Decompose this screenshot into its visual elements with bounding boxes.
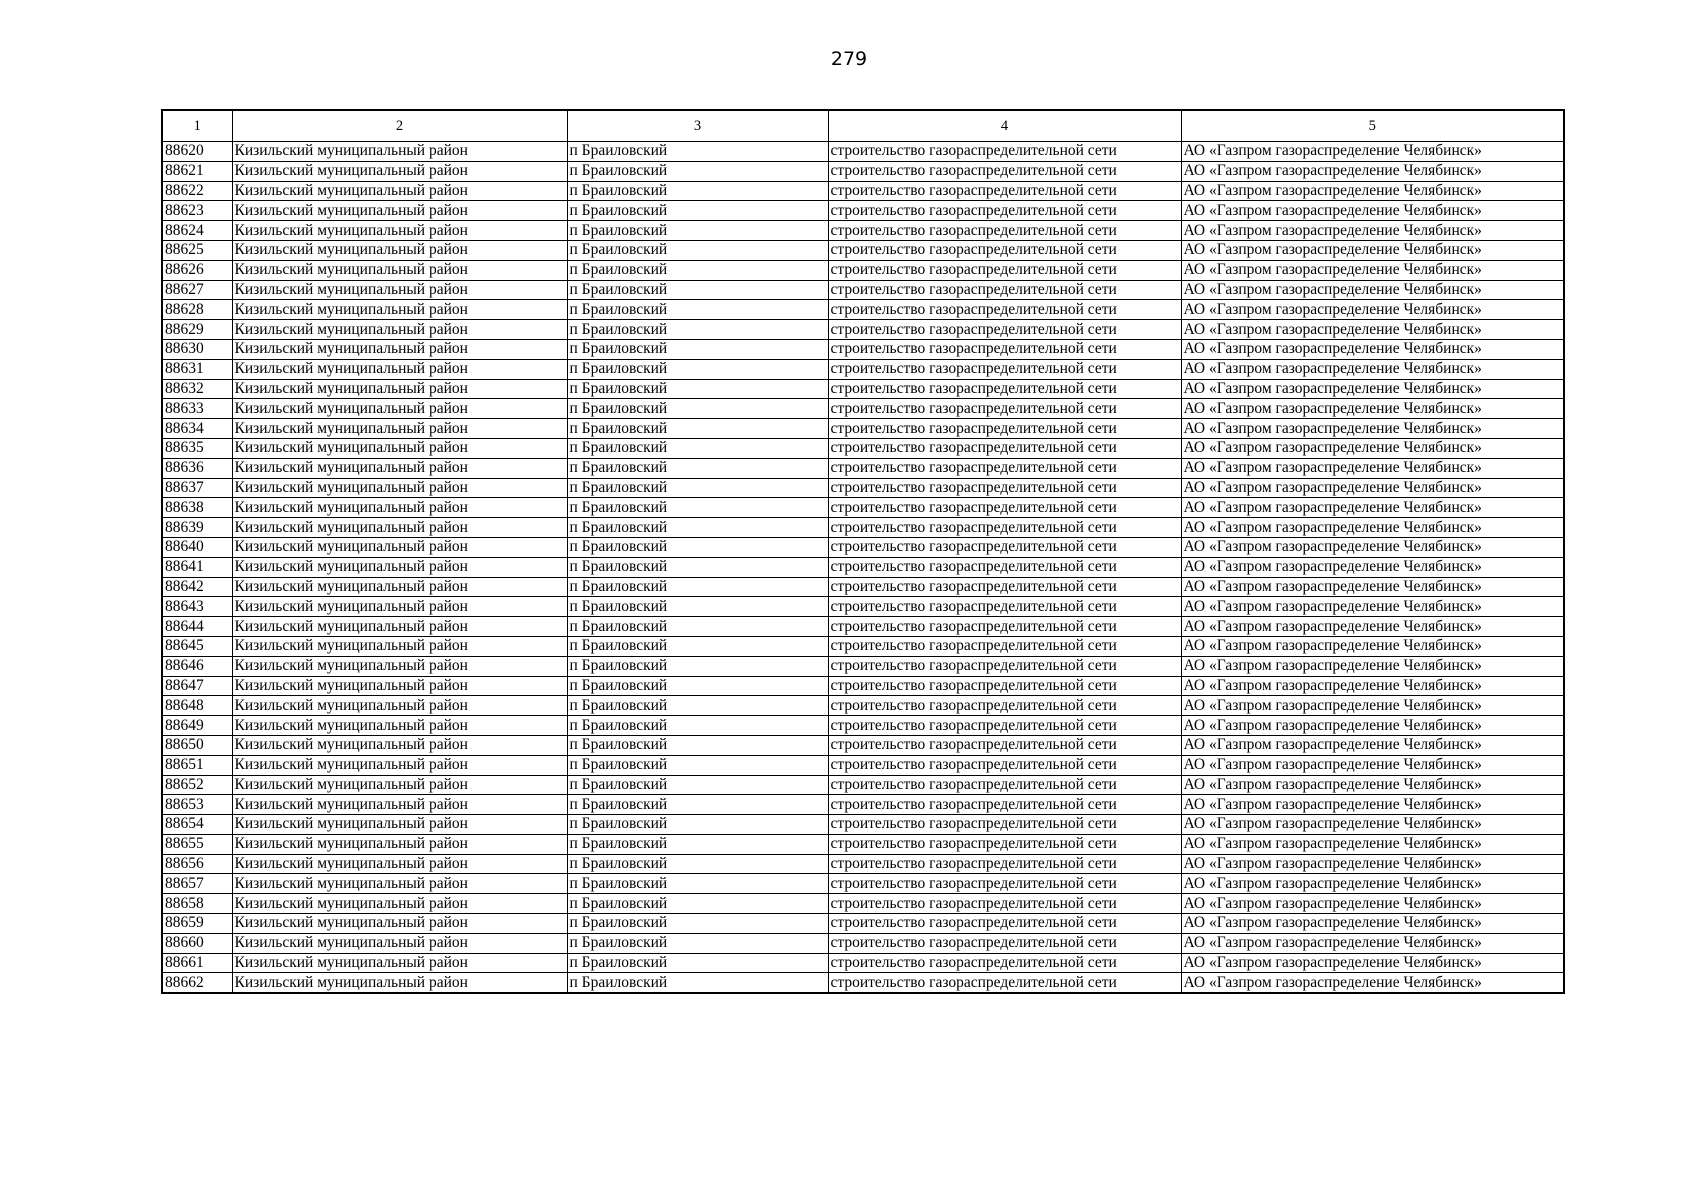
organization-cell: АО «Газпром газораспределение Челябинск» [1181,379,1564,399]
district-cell: Кизильский муниципальный район [232,379,567,399]
column-header-4: 4 [828,110,1181,142]
settlement-cell: п Браиловский [567,478,828,498]
row-number-cell: 88647 [162,676,232,696]
row-number-cell: 88655 [162,834,232,854]
column-header-1: 1 [162,110,232,142]
table-row [162,478,1564,498]
row-number-cell: 88651 [162,755,232,775]
table-row [162,617,1564,637]
settlement-cell: п Браиловский [567,142,828,162]
work-type-cell: строительство газораспределительной сети [828,775,1181,795]
organization-cell: АО «Газпром газораспределение Челябинск» [1181,597,1564,617]
settlement-cell: п Браиловский [567,953,828,973]
table-row [162,300,1564,320]
work-type-cell: строительство газораспределительной сети [828,735,1181,755]
organization-cell: АО «Газпром газораспределение Челябинск» [1181,419,1564,439]
table-row [162,399,1564,419]
organization-cell: АО «Газпром газораспределение Челябинск» [1181,933,1564,953]
work-type-cell: строительство газораспределительной сети [828,379,1181,399]
organization-cell: АО «Газпром газораспределение Челябинск» [1181,656,1564,676]
organization-cell: АО «Газпром газораспределение Челябинск» [1181,914,1564,934]
district-cell: Кизильский муниципальный район [232,419,567,439]
settlement-cell: п Браиловский [567,379,828,399]
settlement-cell: п Браиловский [567,636,828,656]
work-type-cell: строительство газораспределительной сети [828,874,1181,894]
work-type-cell: строительство газораспределительной сети [828,953,1181,973]
work-type-cell: строительство газораспределительной сети [828,280,1181,300]
row-number-cell: 88652 [162,775,232,795]
district-cell: Кизильский муниципальный район [232,399,567,419]
settlement-cell: п Браиловский [567,438,828,458]
row-number-cell: 88642 [162,577,232,597]
row-number-cell: 88657 [162,874,232,894]
work-type-cell: строительство газораспределительной сети [828,795,1181,815]
table-row [162,181,1564,201]
organization-cell: АО «Газпром газораспределение Челябинск» [1181,142,1564,162]
table-row [162,755,1564,775]
table-row [162,933,1564,953]
settlement-cell: п Браиловский [567,894,828,914]
organization-cell: АО «Газпром газораспределение Челябинск» [1181,438,1564,458]
organization-cell: АО «Газпром газораспределение Челябинск» [1181,636,1564,656]
organization-cell: АО «Газпром газораспределение Челябинск» [1181,755,1564,775]
work-type-cell: строительство газораспределительной сети [828,914,1181,934]
settlement-cell: п Браиловский [567,716,828,736]
settlement-cell: п Браиловский [567,201,828,221]
work-type-cell: строительство газораспределительной сети [828,557,1181,577]
row-number-cell: 88641 [162,557,232,577]
work-type-cell: строительство газораспределительной сети [828,498,1181,518]
district-cell: Кизильский муниципальный район [232,161,567,181]
settlement-cell: п Браиловский [567,240,828,260]
register-table [161,109,1565,994]
organization-cell: АО «Газпром газораспределение Челябинск» [1181,775,1564,795]
work-type-cell: строительство газораспределительной сети [828,161,1181,181]
settlement-cell: п Браиловский [567,399,828,419]
settlement-cell: п Браиловский [567,933,828,953]
work-type-cell: строительство газораспределительной сети [828,597,1181,617]
table-row [162,636,1564,656]
work-type-cell: строительство газораспределительной сети [828,438,1181,458]
table-row [162,359,1564,379]
district-cell: Кизильский муниципальный район [232,894,567,914]
row-number-cell: 88627 [162,280,232,300]
work-type-cell: строительство газораспределительной сети [828,478,1181,498]
row-number-cell: 88639 [162,518,232,538]
row-number-cell: 88636 [162,458,232,478]
row-number-cell: 88653 [162,795,232,815]
settlement-cell: п Браиловский [567,834,828,854]
table-row [162,815,1564,835]
table-row [162,240,1564,260]
work-type-cell: строительство газораспределительной сети [828,973,1181,993]
header-row [162,110,1564,142]
work-type-cell: строительство газораспределительной сети [828,339,1181,359]
organization-cell: АО «Газпром газораспределение Челябинск» [1181,676,1564,696]
district-cell: Кизильский муниципальный район [232,597,567,617]
organization-cell: АО «Газпром газораспределение Челябинск» [1181,478,1564,498]
settlement-cell: п Браиловский [567,795,828,815]
organization-cell: АО «Газпром газораспределение Челябинск» [1181,557,1564,577]
row-number-cell: 88624 [162,221,232,241]
table-row [162,201,1564,221]
table-row [162,498,1564,518]
row-number-cell: 88656 [162,854,232,874]
organization-cell: АО «Газпром газораспределение Челябинск» [1181,221,1564,241]
row-number-cell: 88659 [162,914,232,934]
work-type-cell: строительство газораспределительной сети [828,537,1181,557]
settlement-cell: п Браиловский [567,300,828,320]
column-header-5: 5 [1181,110,1564,142]
row-number-cell: 88628 [162,300,232,320]
table-row [162,260,1564,280]
work-type-cell: строительство газораспределительной сети [828,854,1181,874]
row-number-cell: 88632 [162,379,232,399]
work-type-cell: строительство газораспределительной сети [828,201,1181,221]
district-cell: Кизильский муниципальный район [232,755,567,775]
table-header [162,110,1564,142]
organization-cell: АО «Газпром газораспределение Челябинск» [1181,696,1564,716]
district-cell: Кизильский муниципальный район [232,676,567,696]
table-row [162,854,1564,874]
row-number-cell: 88630 [162,339,232,359]
row-number-cell: 88644 [162,617,232,637]
table-row [162,161,1564,181]
row-number-cell: 88637 [162,478,232,498]
district-cell: Кизильский муниципальный район [232,815,567,835]
work-type-cell: строительство газораспределительной сети [828,260,1181,280]
table-row [162,518,1564,538]
settlement-cell: п Браиловский [567,359,828,379]
table-row [162,280,1564,300]
settlement-cell: п Браиловский [567,973,828,993]
column-header-3: 3 [567,110,828,142]
table-row [162,320,1564,340]
table-row [162,834,1564,854]
district-cell: Кизильский муниципальный район [232,735,567,755]
row-number-cell: 88643 [162,597,232,617]
settlement-cell: п Браиловский [567,676,828,696]
table-row [162,142,1564,162]
district-cell: Кизильский муниципальный район [232,617,567,637]
organization-cell: АО «Газпром газораспределение Челябинск» [1181,498,1564,518]
table-row [162,656,1564,676]
organization-cell: АО «Газпром газораспределение Челябинск» [1181,874,1564,894]
table-row [162,874,1564,894]
organization-cell: АО «Газпром газораспределение Челябинск» [1181,458,1564,478]
table-row [162,894,1564,914]
district-cell: Кизильский муниципальный район [232,795,567,815]
table-row [162,458,1564,478]
settlement-cell: п Браиловский [567,597,828,617]
settlement-cell: п Браиловский [567,518,828,538]
organization-cell: АО «Газпром газораспределение Челябинск» [1181,617,1564,637]
row-number-cell: 88648 [162,696,232,716]
settlement-cell: п Браиловский [567,815,828,835]
work-type-cell: строительство газораспределительной сети [828,399,1181,419]
work-type-cell: строительство газораспределительной сети [828,320,1181,340]
organization-cell: АО «Газпром газораспределение Челябинск» [1181,339,1564,359]
organization-cell: АО «Газпром газораспределение Челябинск» [1181,399,1564,419]
settlement-cell: п Браиловский [567,775,828,795]
settlement-cell: п Браиловский [567,577,828,597]
settlement-cell: п Браиловский [567,755,828,775]
settlement-cell: п Браиловский [567,221,828,241]
district-cell: Кизильский муниципальный район [232,953,567,973]
district-cell: Кизильский муниципальный район [232,359,567,379]
table-row [162,775,1564,795]
table-row [162,221,1564,241]
settlement-cell: п Браиловский [567,320,828,340]
district-cell: Кизильский муниципальный район [232,557,567,577]
work-type-cell: строительство газораспределительной сети [828,636,1181,656]
settlement-cell: п Браиловский [567,696,828,716]
organization-cell: АО «Газпром газораспределение Челябинск» [1181,161,1564,181]
row-number-cell: 88638 [162,498,232,518]
work-type-cell: строительство газораспределительной сети [828,716,1181,736]
district-cell: Кизильский муниципальный район [232,775,567,795]
district-cell: Кизильский муниципальный район [232,458,567,478]
row-number-cell: 88645 [162,636,232,656]
settlement-cell: п Браиловский [567,280,828,300]
organization-cell: АО «Газпром газораспределение Челябинск» [1181,280,1564,300]
organization-cell: АО «Газпром газораспределение Челябинск» [1181,359,1564,379]
work-type-cell: строительство газораспределительной сети [828,577,1181,597]
district-cell: Кизильский муниципальный район [232,973,567,993]
work-type-cell: строительство газораспределительной сети [828,617,1181,637]
work-type-cell: строительство газораспределительной сети [828,676,1181,696]
row-number-cell: 88662 [162,973,232,993]
settlement-cell: п Браиловский [567,557,828,577]
row-number-cell: 88625 [162,240,232,260]
table-row [162,696,1564,716]
district-cell: Кизильский муниципальный район [232,498,567,518]
row-number-cell: 88654 [162,815,232,835]
organization-cell: АО «Газпром газораспределение Челябинск» [1181,834,1564,854]
work-type-cell: строительство газораспределительной сети [828,696,1181,716]
table-row [162,537,1564,557]
district-cell: Кизильский муниципальный район [232,339,567,359]
table-row [162,557,1564,577]
row-number-cell: 88634 [162,419,232,439]
organization-cell: АО «Газпром газораспределение Челябинск» [1181,300,1564,320]
row-number-cell: 88650 [162,735,232,755]
organization-cell: АО «Газпром газораспределение Челябинск» [1181,854,1564,874]
row-number-cell: 88623 [162,201,232,221]
row-number-cell: 88620 [162,142,232,162]
work-type-cell: строительство газораспределительной сети [828,933,1181,953]
settlement-cell: п Браиловский [567,260,828,280]
district-cell: Кизильский муниципальный район [232,142,567,162]
work-type-cell: строительство газораспределительной сети [828,834,1181,854]
district-cell: Кизильский муниципальный район [232,696,567,716]
organization-cell: АО «Газпром газораспределение Челябинск» [1181,735,1564,755]
row-number-cell: 88631 [162,359,232,379]
district-cell: Кизильский муниципальный район [232,716,567,736]
settlement-cell: п Браиловский [567,914,828,934]
row-number-cell: 88633 [162,399,232,419]
table-row [162,419,1564,439]
organization-cell: АО «Газпром газораспределение Челябинск» [1181,953,1564,973]
row-number-cell: 88629 [162,320,232,340]
organization-cell: АО «Газпром газораспределение Челябинск» [1181,577,1564,597]
table-row [162,716,1564,736]
row-number-cell: 88635 [162,438,232,458]
table-row [162,438,1564,458]
work-type-cell: строительство газораспределительной сети [828,894,1181,914]
table-row [162,676,1564,696]
table-row [162,379,1564,399]
organization-cell: АО «Газпром газораспределение Челябинск» [1181,894,1564,914]
work-type-cell: строительство газораспределительной сети [828,518,1181,538]
organization-cell: АО «Газпром газораспределение Челябинск» [1181,795,1564,815]
work-type-cell: строительство газораспределительной сети [828,142,1181,162]
table-row [162,597,1564,617]
district-cell: Кизильский муниципальный район [232,537,567,557]
settlement-cell: п Браиловский [567,419,828,439]
table-row [162,577,1564,597]
district-cell: Кизильский муниципальный район [232,933,567,953]
row-number-cell: 88649 [162,716,232,736]
district-cell: Кизильский муниципальный район [232,874,567,894]
district-cell: Кизильский муниципальный район [232,320,567,340]
work-type-cell: строительство газораспределительной сети [828,419,1181,439]
settlement-cell: п Браиловский [567,735,828,755]
row-number-cell: 88621 [162,161,232,181]
district-cell: Кизильский муниципальный район [232,221,567,241]
organization-cell: АО «Газпром газораспределение Челябинск» [1181,240,1564,260]
settlement-cell: п Браиловский [567,617,828,637]
organization-cell: АО «Газпром газораспределение Челябинск» [1181,320,1564,340]
district-cell: Кизильский муниципальный район [232,854,567,874]
settlement-cell: п Браиловский [567,181,828,201]
work-type-cell: строительство газораспределительной сети [828,240,1181,260]
district-cell: Кизильский муниципальный район [232,240,567,260]
district-cell: Кизильский муниципальный район [232,636,567,656]
row-number-cell: 88626 [162,260,232,280]
work-type-cell: строительство газораспределительной сети [828,815,1181,835]
work-type-cell: строительство газораспределительной сети [828,221,1181,241]
table-row [162,914,1564,934]
table-row [162,953,1564,973]
organization-cell: АО «Газпром газораспределение Челябинск» [1181,181,1564,201]
district-cell: Кизильский муниципальный район [232,914,567,934]
settlement-cell: п Браиловский [567,339,828,359]
work-type-cell: строительство газораспределительной сети [828,656,1181,676]
work-type-cell: строительство газораспределительной сети [828,359,1181,379]
organization-cell: АО «Газпром газораспределение Челябинск» [1181,518,1564,538]
settlement-cell: п Браиловский [567,874,828,894]
organization-cell: АО «Газпром газораспределение Челябинск» [1181,716,1564,736]
district-cell: Кизильский муниципальный район [232,518,567,538]
settlement-cell: п Браиловский [567,458,828,478]
district-cell: Кизильский муниципальный район [232,834,567,854]
district-cell: Кизильский муниципальный район [232,181,567,201]
district-cell: Кизильский муниципальный район [232,656,567,676]
organization-cell: АО «Газпром газораспределение Челябинск» [1181,537,1564,557]
row-number-cell: 88622 [162,181,232,201]
district-cell: Кизильский муниципальный район [232,478,567,498]
table-body [162,142,1564,994]
district-cell: Кизильский муниципальный район [232,438,567,458]
settlement-cell: п Браиловский [567,537,828,557]
row-number-cell: 88660 [162,933,232,953]
settlement-cell: п Браиловский [567,161,828,181]
organization-cell: АО «Газпром газораспределение Челябинск» [1181,815,1564,835]
settlement-cell: п Браиловский [567,656,828,676]
district-cell: Кизильский муниципальный район [232,577,567,597]
row-number-cell: 88661 [162,953,232,973]
row-number-cell: 88640 [162,537,232,557]
table-row [162,973,1564,993]
table-row [162,735,1564,755]
work-type-cell: строительство газораспределительной сети [828,458,1181,478]
row-number-cell: 88646 [162,656,232,676]
settlement-cell: п Браиловский [567,854,828,874]
work-type-cell: строительство газораспределительной сети [828,300,1181,320]
row-number-cell: 88658 [162,894,232,914]
organization-cell: АО «Газпром газораспределение Челябинск» [1181,973,1564,993]
district-cell: Кизильский муниципальный район [232,280,567,300]
page-number: 279 [830,48,868,70]
table-row [162,795,1564,815]
district-cell: Кизильский муниципальный район [232,260,567,280]
district-cell: Кизильский муниципальный район [232,201,567,221]
table-row [162,339,1564,359]
district-cell: Кизильский муниципальный район [232,300,567,320]
work-type-cell: строительство газораспределительной сети [828,755,1181,775]
column-header-2: 2 [232,110,567,142]
settlement-cell: п Браиловский [567,498,828,518]
organization-cell: АО «Газпром газораспределение Челябинск» [1181,260,1564,280]
organization-cell: АО «Газпром газораспределение Челябинск» [1181,201,1564,221]
work-type-cell: строительство газораспределительной сети [828,181,1181,201]
